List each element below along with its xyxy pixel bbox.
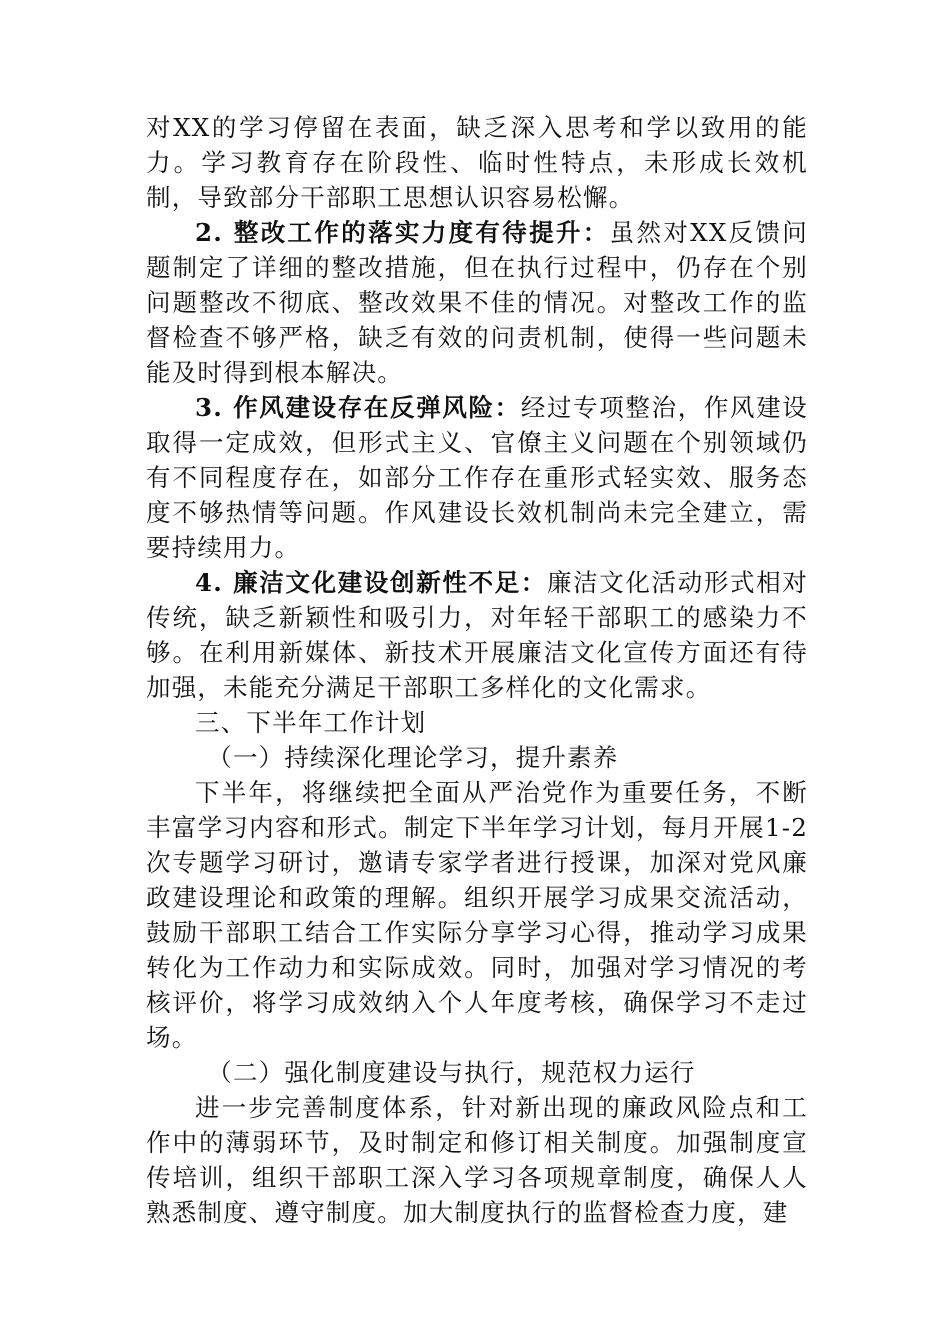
paragraph-item-3 (146, 390, 808, 565)
paragraph-study-plan (146, 775, 808, 1055)
paragraph-text: 虽然对XX反馈问题制定了详细的整改措施，但在执行过程中，仍存在个别问题整改不彻底、整改效果不佳的情况。对整改工作的监督检查不够严格，缺乏有效的问责机制，使得一些问题未能及时得到根本解决。 (146, 218, 808, 387)
paragraph-text: 进一步完善制度体系，针对新出现的廉政风险点和工作中的薄弱环节，及时制定和修订相关制度。加强制度宣传培训，组织干部职工深入学习各项规章制度，确保人人熟悉制度、遵守制度。加大制度执行的监督检查力度，建 (146, 1093, 808, 1227)
paragraph-text: 对XX的学习停留在表面，缺乏深入思考和学以致用的能力。学习教育存在阶段性、临时性特点，未形成长效机制，导致部分干部职工思想认识容易松懈。 (146, 113, 808, 212)
paragraph-item-2 (146, 215, 808, 390)
section-heading (146, 705, 808, 740)
heading-text: 三、下半年工作计划 (195, 708, 427, 737)
paragraph-continuation (146, 110, 808, 215)
document-page (146, 110, 808, 1230)
item-lead: 4. 廉洁文化建设创新性不足： (195, 568, 547, 597)
paragraph-item-4 (146, 565, 808, 705)
item-lead: 2. 整改工作的落实力度有待提升： (195, 218, 610, 247)
paragraph-text: 经过专项整治，作风建设取得一定成效，但形式主义、官僚主义问题在个别领域仍有不同程度存在，如部分工作存在重形式轻实效、服务态度不够热情等问题。作风建设长效机制尚未完全建立，需要持续用力。 (146, 393, 809, 562)
paragraph-text: 廉洁文化活动形式相对传统，缺乏新颖性和吸引力，对年轻干部职工的感染力不够。在利用新媒体、新技术开展廉洁文化宣传方面还有待加强，未能充分满足干部职工多样化的文化需求。 (146, 568, 808, 702)
subheading-text: （一）持续深化理论学习，提升素养 (207, 743, 619, 772)
paragraph-system-building (146, 1090, 808, 1230)
paragraph-text: 下半年，将继续把全面从严治党作为重要任务，不断丰富学习内容和形式。制定下半年学习计划，每月开展1-2次专题学习研讨，邀请专家学者进行授课，加深对党风廉政建设理论和政策的理解。组织开展学习成果交流活动，鼓励干部职工结合工作实际分享学习心得，推动学习成果转化为工作动力和实际成效。同时，加强对学习情况的考核评价，将学习成效纳入个人年度考核，确保学习不走过场。 (146, 778, 808, 1052)
subheading-text: （二）强化制度建设与执行，规范权力运行 (207, 1058, 696, 1087)
subsection-heading-1 (146, 740, 808, 775)
item-lead: 3. 作风建设存在反弹风险： (195, 393, 521, 422)
subsection-heading-2 (146, 1055, 808, 1090)
